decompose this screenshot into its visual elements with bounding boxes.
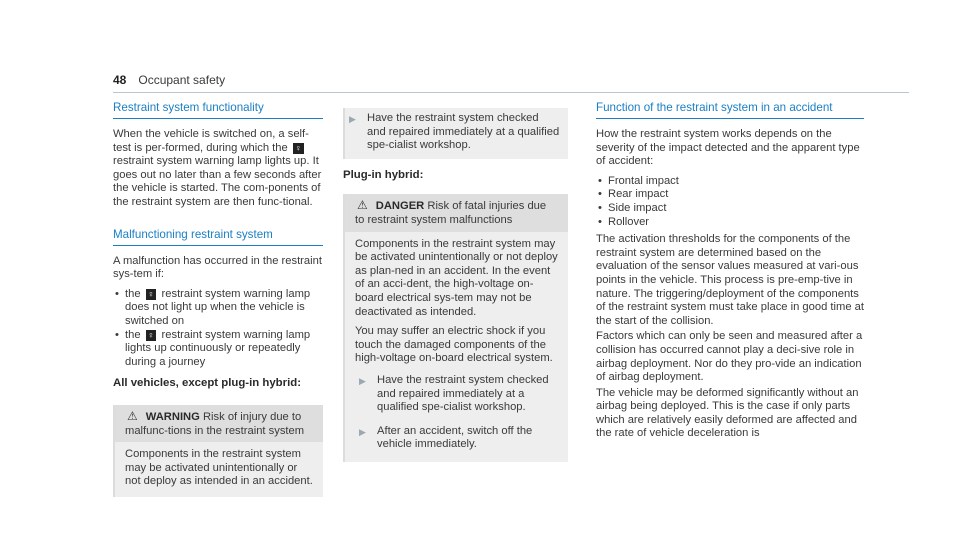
list-item-prefix: the xyxy=(125,287,141,300)
restraint-warning-lamp-icon: ♀ xyxy=(147,329,155,340)
list-item: • Frontal impact xyxy=(596,175,866,189)
danger-body-1: Components in the restraint system may be activated unintentionally or not deploy as plan-ned in an accident. In the event of an acci-dent, the high-voltage on-board electrical sys-tem may not be deactivated as intended. xyxy=(355,237,558,318)
subheading-all-vehicles: All vehicles, except plug-in hybrid: xyxy=(113,377,301,390)
list-item: • Rollover xyxy=(596,216,866,230)
warning-triangle-icon: ⚠ xyxy=(357,198,368,213)
page-number: 48 xyxy=(113,73,127,87)
danger-box xyxy=(343,194,568,462)
list-item xyxy=(113,329,323,370)
page-section-title: Occupant safety xyxy=(138,73,226,87)
step-arrow-icon: ▶ xyxy=(359,375,366,386)
warning-label: WARNING xyxy=(145,410,200,423)
step-text: Have the restraint system checked and repaired immediately at a qualified spe-cialist workshop. xyxy=(367,112,560,152)
warning-box-body: Components in the restraint system may be activated unintentionally or not deploy as intended in an accident. xyxy=(125,448,313,488)
restraint-warning-lamp-icon: ♀ xyxy=(294,142,302,153)
list-item-text: restraint system warning lamp lights up continuously or repeatedly during a journey xyxy=(125,328,311,368)
function-paragraph-2: Factors which can only be seen and measured after a collision has occurred cannot play a deci-sive role in airbag deployment. Nor do they pro-vide an indication of airbag deployment. xyxy=(596,330,863,384)
warning-triangle-icon: ⚠ xyxy=(127,408,138,423)
section-title-function-in-accident: Function of the restraint system in an accident xyxy=(596,101,864,119)
list-item xyxy=(113,288,323,329)
list-item: • Side impact xyxy=(596,202,866,216)
restraint-functionality-text xyxy=(113,128,323,210)
danger-box-body xyxy=(345,232,568,462)
column-3 xyxy=(596,101,866,441)
function-intro: How the restraint system works depends on the severity of the impact detected and the apparent type of accident: xyxy=(596,128,860,168)
list-item-text: restraint system warning lamp does not light up when the vehicle is switched on xyxy=(125,287,311,327)
warning-heading: Risk of injury due to malfunc-tions in the restraint system xyxy=(125,410,305,437)
instruction-step xyxy=(355,425,558,452)
functionality-text-b: restraint system warning lamp lights up. It goes out no later than a few seconds after the vehicle is started. The com-ponents of the restraint system are then func-tional. xyxy=(113,155,322,208)
malfunction-intro: A malfunction has occurred in the restraint sys-tem if: xyxy=(113,254,322,281)
danger-box-header xyxy=(345,194,568,231)
list-item-prefix: the xyxy=(125,328,141,341)
step-text: Have the restraint system checked and repaired immediately at a qualified spe-cialist workshop. xyxy=(377,373,549,414)
step-arrow-icon: ▶ xyxy=(359,426,366,437)
step-arrow-icon: ▶ xyxy=(349,114,356,124)
restraint-warning-lamp-icon: ♀ xyxy=(147,288,155,299)
danger-label: DANGER xyxy=(375,200,425,213)
section-title-malfunctioning: Malfunctioning restraint system xyxy=(113,228,323,246)
step-text: After an accident, switch off the vehicle immediately. xyxy=(377,424,533,451)
function-paragraph-3: The vehicle may be deformed significantly without an airbag being deployed. This is the case if only parts which are relatively easily deformed are affected and the rate of vehicle deceleration is xyxy=(596,386,859,440)
section-title-restraint-functionality: Restraint system functionality xyxy=(113,101,323,119)
list-item: • Rear impact xyxy=(596,188,866,202)
header-rule xyxy=(113,92,909,93)
danger-heading: Risk of fatal injuries due to restraint system malfunctions xyxy=(355,200,547,226)
warning-box-header xyxy=(115,405,323,442)
step-box xyxy=(343,108,568,159)
danger-body-2: You may suffer an electric shock if you touch the damaged components of the high-voltage on-board electrical system. xyxy=(355,325,553,365)
accident-type-list xyxy=(596,175,866,229)
malfunction-list xyxy=(113,288,323,370)
instruction-step xyxy=(345,112,568,153)
functionality-text-a: When the vehicle is switched on, a self-test is per-formed, during which the xyxy=(113,128,309,154)
warning-box xyxy=(113,405,323,497)
instruction-step xyxy=(355,374,558,415)
subheading-plug-in-hybrid: Plug-in hybrid: xyxy=(343,168,424,181)
column-1 xyxy=(113,101,323,497)
page-header xyxy=(113,73,225,87)
column-2 xyxy=(343,108,568,462)
function-paragraph-1: The activation thresholds for the components of the restraint system are determined based on the evaluation of the sensor values measured at vari-ous points in the vehicle. This process is pre-emp-tive in nature. The triggering/deployment of the components of the restraint system must take place in good time at the start of the collision. xyxy=(596,233,865,327)
